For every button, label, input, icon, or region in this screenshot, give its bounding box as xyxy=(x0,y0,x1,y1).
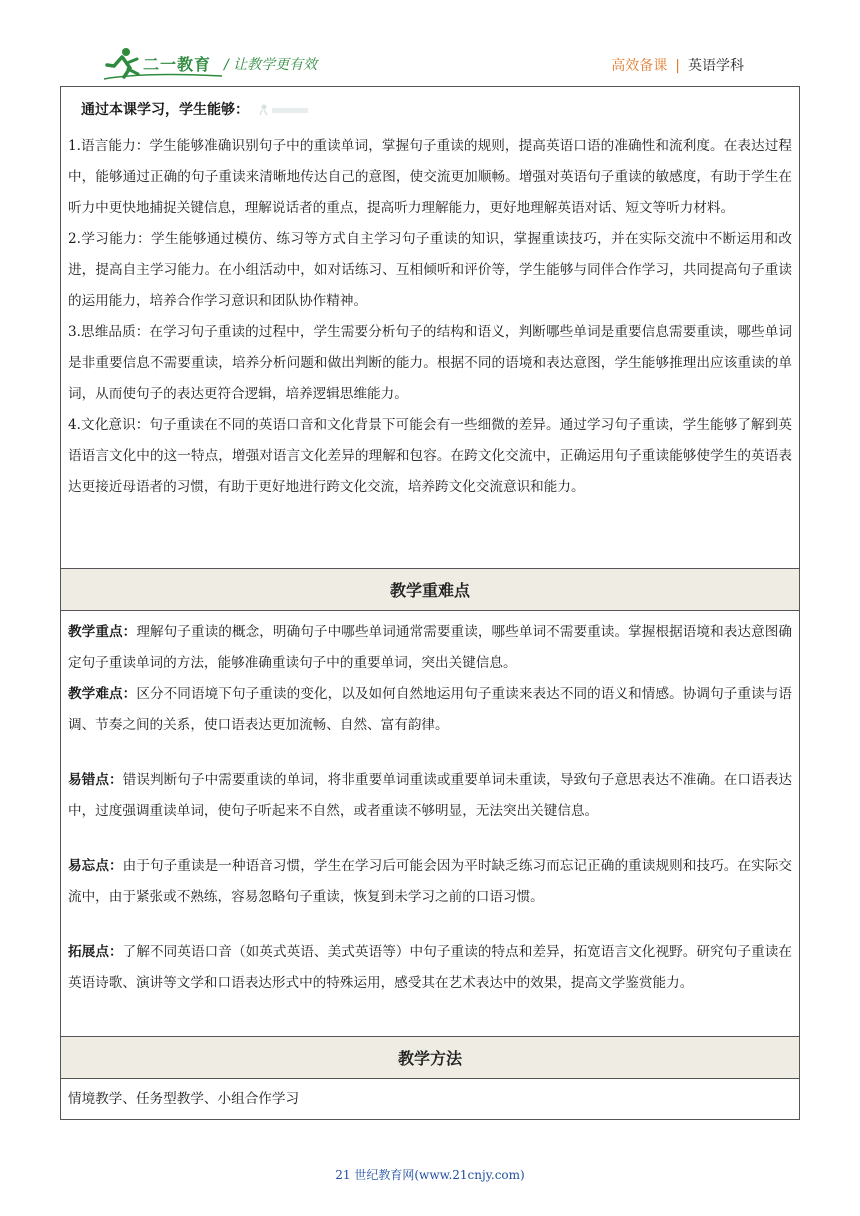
extend-point xyxy=(68,937,792,999)
difficulty-text: 区分不同语境下句子重读的变化，以及如何自然地运用句子重读来表达不同的语义和情感。协调句子重读与语调、节奏之间的关系，使口语表达更加流畅、自然、富有韵律。 xyxy=(68,686,793,733)
objectives-lead-text: 通过本课学习，学生能够： xyxy=(81,102,249,118)
difficulty-point xyxy=(68,679,792,741)
forget-point xyxy=(68,851,792,913)
methods-section xyxy=(61,1079,799,1119)
header-separator: | xyxy=(675,58,680,74)
extend-text: 了解不同英语口音（如英式英语、美式英语等）中句子重读的特点和差异，拓宽语言文化视野。研究句子重读在英语诗歌、演讲等文学和口语表达形式中的特殊运用，感受其在艺术表达中的效果，提高文学鉴赏能力。 xyxy=(68,944,793,991)
forget-label: 易忘点： xyxy=(68,858,123,874)
difficulty-label: 教学难点： xyxy=(68,686,137,702)
error-text: 错误判断句子中需要重读的单词，将非重要单词重读或重要单词未重读，导致句子意思表达不准确。在口语表达中，过度强调重读单词，使句子听起来不自然，或者重读不够明显，无法突出关键信息。 xyxy=(68,772,793,819)
watermark-logo-icon xyxy=(258,103,310,117)
forget-text: 由于句子重读是一种语音习惯，学生在学习后可能会因为平时缺乏练习而忘记正确的重读规则和技巧。在实际交流中，由于紧张或不熟练，容易忽略句子重读，恢复到未学习之前的口语习惯。 xyxy=(68,858,793,905)
objective-item: 4.文化意识：句子重读在不同的英语口音和文化背景下可能会有一些细微的差异。通过学习句子重读，学生能够了解到英语语言文化中的这一特点，增强对语言文化差异的理解和包容。在跨文化交流中，正确运用句子重读能够使学生的英语表达更接近母语者的习惯，有助于更好地进行跨文化交流，培养跨文化交流意识和能力。 xyxy=(68,417,792,495)
objectives-body xyxy=(61,131,799,503)
error-point xyxy=(68,765,792,827)
objectives-lead xyxy=(61,87,799,131)
lesson-plan-table xyxy=(60,86,800,1120)
key-points-section xyxy=(61,611,799,1037)
objective-item: 1.语言能力：学生能够准确识别句子中的重读单词，掌握句子重读的规则，提高英语口语的准确性和流利度。在表达过程中，能够通过正确的句子重读来清晰地传达自己的意图，使交流更加顺畅。增强对英语句子重读的敏感度，有助于学生在听力中更快地捕捉关键信息，理解说话者的重点，提高听力理解能力，更好地理解英语对话、短文等听力材料。 xyxy=(68,138,792,216)
objective-item: 3.思维品质：在学习句子重读的过程中，学生需要分析句子的结构和语义，判断哪些单词是重要信息需要重读，哪些单词是非重要信息不需要重读，培养分析问题和做出判断的能力。根据不同的语境和表达意图，学生能够推理出应该重读的单词，从而使句子的表达更符合逻辑，培养逻辑思维能力。 xyxy=(68,324,792,402)
focus-label: 教学重点： xyxy=(68,624,137,640)
error-label: 易错点： xyxy=(68,772,123,788)
slogan: / 让教学更有效 xyxy=(224,57,318,73)
header-right xyxy=(611,55,744,75)
objective-item: 2.学习能力：学生能够通过模仿、练习等方式自主学习句子重读的知识，掌握重读技巧，并在实际交流中不断运用和改进，提高自主学习能力。在小组活动中，如对话练习、互相倾听和评价等，学生能够与同伴合作学习，共同提高句子重读的运用能力，培养合作学习意识和团队协作精神。 xyxy=(68,231,792,309)
page-footer[interactable]: 21 世纪教育网(www.21cnjy.com) xyxy=(335,1168,525,1182)
focus-text: 理解句子重读的概念，明确句子中哪些单词通常需要重读，哪些单词不需要重读。掌握根据语境和表达意图确定句子重读单词的方法，能够准确重读句子中的重要单词，突出关键信息。 xyxy=(68,624,793,671)
page-header xyxy=(0,0,860,86)
brand-label: 高效备课 xyxy=(611,58,668,74)
methods-title: 教学方法 xyxy=(61,1037,799,1079)
key-points-body xyxy=(61,617,799,999)
extend-label: 拓展点： xyxy=(68,944,123,960)
key-points-title: 教学重难点 xyxy=(61,569,799,611)
focus-point xyxy=(68,617,792,679)
objectives-section xyxy=(61,87,799,569)
logo-text: 二一教育 xyxy=(143,55,212,74)
methods-text: 情境教学、任务型教学、小组合作学习 xyxy=(68,1091,300,1107)
subject-label: 英语学科 xyxy=(688,58,744,74)
